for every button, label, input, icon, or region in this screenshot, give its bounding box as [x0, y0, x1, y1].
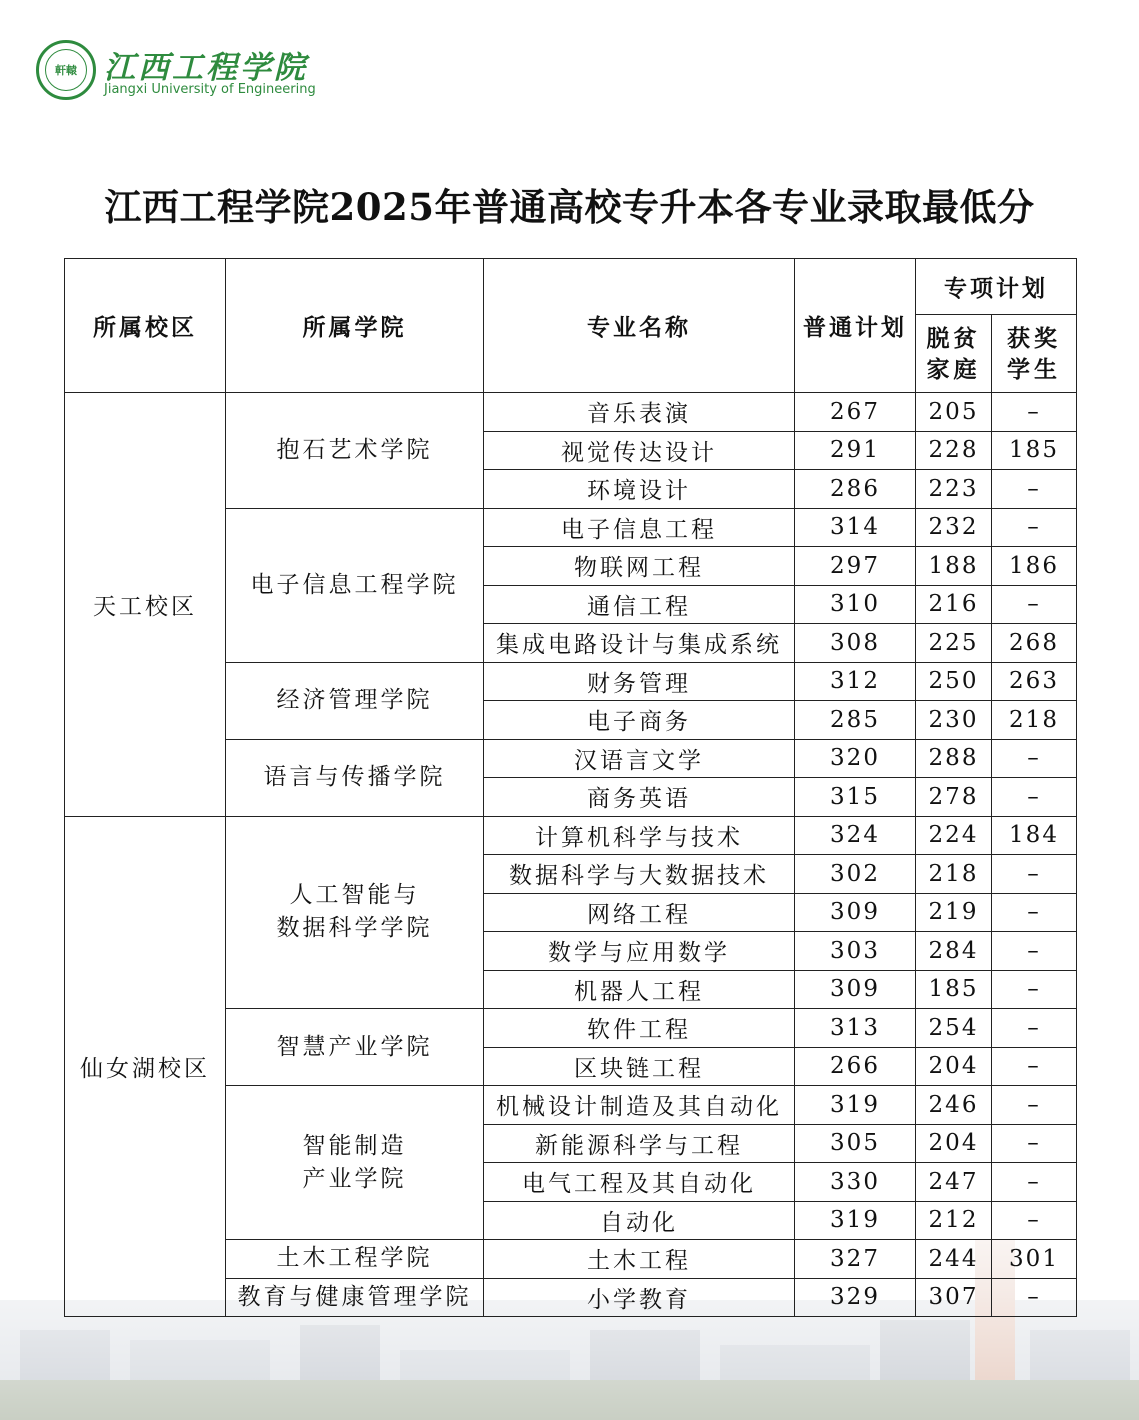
regular-score-cell: 320: [795, 739, 916, 778]
major-name-cell: 自动化: [484, 1201, 795, 1240]
poverty-score-cell: 185: [916, 970, 992, 1009]
poverty-score-cell: 223: [916, 470, 992, 509]
poverty-score-cell: 230: [916, 701, 992, 740]
college-cell: 电子信息工程学院: [226, 508, 484, 662]
regular-score-cell: 310: [795, 585, 916, 624]
major-name-cell: 电子信息工程: [484, 508, 795, 547]
regular-score-cell: 314: [795, 508, 916, 547]
header-major: 专业名称: [484, 259, 795, 393]
poverty-score-cell: 204: [916, 1124, 992, 1163]
poverty-score-cell: 284: [916, 932, 992, 971]
college-cell: 教育与健康管理学院: [226, 1278, 484, 1317]
poverty-score-cell: 250: [916, 662, 992, 701]
regular-score-cell: 312: [795, 662, 916, 701]
regular-score-cell: 302: [795, 855, 916, 894]
regular-score-cell: 305: [795, 1124, 916, 1163]
award-score-cell: 184: [992, 816, 1077, 855]
regular-score-cell: 319: [795, 1086, 916, 1125]
major-name-cell: 环境设计: [484, 470, 795, 509]
poverty-score-cell: 204: [916, 1047, 992, 1086]
college-cell: 人工智能与 数据科学学院: [226, 816, 484, 1009]
poverty-score-cell: 205: [916, 393, 992, 432]
header-regular-plan: 普通计划: [795, 259, 916, 393]
major-name-cell: 小学教育: [484, 1278, 795, 1317]
award-score-cell: –: [992, 1278, 1077, 1317]
regular-score-cell: 266: [795, 1047, 916, 1086]
school-seal-icon: [36, 40, 96, 100]
regular-score-cell: 319: [795, 1201, 916, 1240]
college-cell: 智能制造 产业学院: [226, 1086, 484, 1240]
major-name-cell: 电子商务: [484, 701, 795, 740]
poverty-score-cell: 212: [916, 1201, 992, 1240]
award-score-cell: 263: [992, 662, 1077, 701]
regular-score-cell: 327: [795, 1240, 916, 1279]
award-score-cell: –: [992, 470, 1077, 509]
college-cell: 经济管理学院: [226, 662, 484, 739]
poverty-score-cell: 219: [916, 893, 992, 932]
major-name-cell: 计算机科学与技术: [484, 816, 795, 855]
regular-score-cell: 313: [795, 1009, 916, 1048]
award-score-cell: 268: [992, 624, 1077, 663]
college-cell: 土木工程学院: [226, 1240, 484, 1279]
header-campus: 所属校区: [65, 259, 226, 393]
award-score-cell: –: [992, 1124, 1077, 1163]
table-row: [65, 393, 1077, 432]
award-score-cell: –: [992, 855, 1077, 894]
major-name-cell: 物联网工程: [484, 547, 795, 586]
college-cell: 抱石艺术学院: [226, 393, 484, 509]
regular-score-cell: 303: [795, 932, 916, 971]
admission-score-table: [64, 258, 1077, 1317]
regular-score-cell: 330: [795, 1163, 916, 1202]
major-name-cell: 数学与应用数学: [484, 932, 795, 971]
poverty-score-cell: 228: [916, 431, 992, 470]
award-score-cell: –: [992, 932, 1077, 971]
award-score-cell: –: [992, 585, 1077, 624]
major-name-cell: 汉语言文学: [484, 739, 795, 778]
award-score-cell: –: [992, 1086, 1077, 1125]
campus-cell: 天工校区: [65, 393, 226, 817]
poverty-score-cell: 232: [916, 508, 992, 547]
award-score-cell: –: [992, 1201, 1077, 1240]
major-name-cell: 电气工程及其自动化: [484, 1163, 795, 1202]
poverty-score-cell: 246: [916, 1086, 992, 1125]
header-poverty-family: 脱贫 家庭: [916, 315, 992, 393]
award-score-cell: –: [992, 778, 1077, 817]
table-row: [65, 816, 1077, 855]
major-name-cell: 土木工程: [484, 1240, 795, 1279]
college-cell: 智慧产业学院: [226, 1009, 484, 1086]
school-logo: [36, 40, 336, 104]
regular-score-cell: 324: [795, 816, 916, 855]
regular-score-cell: 315: [795, 778, 916, 817]
major-name-cell: 数据科学与大数据技术: [484, 855, 795, 894]
page-title: 江西工程学院2025年普通高校专升本各专业录取最低分: [104, 184, 1035, 229]
award-score-cell: 218: [992, 701, 1077, 740]
award-score-cell: 185: [992, 431, 1077, 470]
award-score-cell: –: [992, 1047, 1077, 1086]
poverty-score-cell: 188: [916, 547, 992, 586]
award-score-cell: 301: [992, 1240, 1077, 1279]
regular-score-cell: 286: [795, 470, 916, 509]
major-name-cell: 集成电路设计与集成系统: [484, 624, 795, 663]
major-name-cell: 音乐表演: [484, 393, 795, 432]
award-score-cell: –: [992, 508, 1077, 547]
major-name-cell: 通信工程: [484, 585, 795, 624]
seal-inner-text: 軒轅: [45, 49, 87, 91]
poverty-score-cell: 307: [916, 1278, 992, 1317]
major-name-cell: 网络工程: [484, 893, 795, 932]
award-score-cell: –: [992, 970, 1077, 1009]
poverty-score-cell: 218: [916, 855, 992, 894]
table-body: [65, 393, 1077, 1317]
regular-score-cell: 308: [795, 624, 916, 663]
poverty-score-cell: 224: [916, 816, 992, 855]
award-score-cell: –: [992, 1009, 1077, 1048]
poverty-score-cell: 216: [916, 585, 992, 624]
header-special-plan: 专项计划: [916, 259, 1077, 315]
award-score-cell: –: [992, 1163, 1077, 1202]
major-name-cell: 机械设计制造及其自动化: [484, 1086, 795, 1125]
poverty-score-cell: 244: [916, 1240, 992, 1279]
poverty-score-cell: 254: [916, 1009, 992, 1048]
major-name-cell: 视觉传达设计: [484, 431, 795, 470]
regular-score-cell: 291: [795, 431, 916, 470]
logo-name-en: Jiangxi University of Engineering: [104, 82, 316, 97]
regular-score-cell: 309: [795, 893, 916, 932]
poverty-score-cell: 288: [916, 739, 992, 778]
major-name-cell: 机器人工程: [484, 970, 795, 1009]
award-score-cell: 186: [992, 547, 1077, 586]
poverty-score-cell: 278: [916, 778, 992, 817]
award-score-cell: –: [992, 739, 1077, 778]
major-name-cell: 新能源科学与工程: [484, 1124, 795, 1163]
regular-score-cell: 285: [795, 701, 916, 740]
major-name-cell: 财务管理: [484, 662, 795, 701]
college-cell: 语言与传播学院: [226, 739, 484, 816]
award-score-cell: –: [992, 893, 1077, 932]
header-award-student: 获奖 学生: [992, 315, 1077, 393]
major-name-cell: 商务英语: [484, 778, 795, 817]
regular-score-cell: 329: [795, 1278, 916, 1317]
logo-name-cn: 江西工程学院: [104, 50, 308, 86]
award-score-cell: –: [992, 393, 1077, 432]
major-name-cell: 软件工程: [484, 1009, 795, 1048]
regular-score-cell: 267: [795, 393, 916, 432]
poverty-score-cell: 247: [916, 1163, 992, 1202]
poverty-score-cell: 225: [916, 624, 992, 663]
regular-score-cell: 309: [795, 970, 916, 1009]
major-name-cell: 区块链工程: [484, 1047, 795, 1086]
campus-cell: 仙女湖校区: [65, 816, 226, 1317]
header-college: 所属学院: [226, 259, 484, 393]
regular-score-cell: 297: [795, 547, 916, 586]
